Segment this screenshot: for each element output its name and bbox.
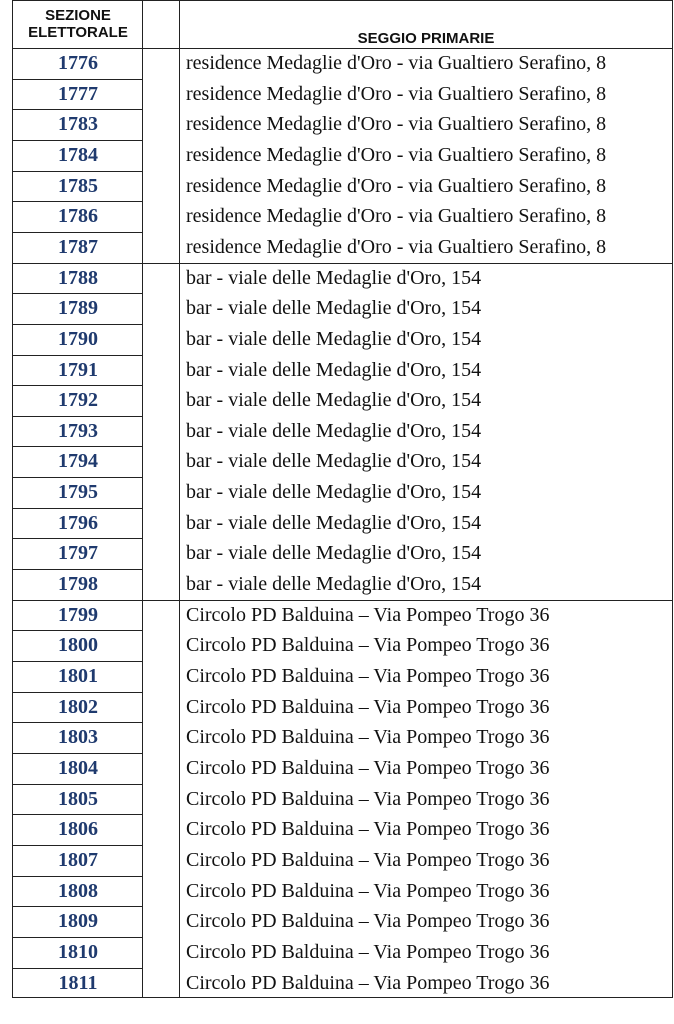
sezione-number: 1811	[58, 971, 98, 994]
seggio-address: bar - viale delle Medaglie d'Oro, 154	[186, 266, 482, 289]
sezione-number: 1795	[58, 481, 98, 504]
table-row	[13, 815, 672, 846]
table-row	[13, 202, 672, 233]
sezione-number: 1786	[58, 205, 98, 228]
sezione-number: 1799	[58, 603, 98, 626]
seggio-address: Circolo PD Balduina – Via Pompeo Trogo 36	[186, 726, 550, 749]
sezione-number: 1793	[58, 419, 98, 442]
table-row	[13, 141, 672, 172]
header-line: SEZIONE	[45, 7, 111, 24]
seggio-address: bar - viale delle Medaglie d'Oro, 154	[186, 573, 482, 596]
sezione-number: 1789	[58, 297, 98, 320]
table-row	[13, 631, 672, 662]
seggio-address: Circolo PD Balduina – Via Pompeo Trogo 36	[186, 603, 550, 626]
seggio-address: bar - viale delle Medaglie d'Oro, 154	[186, 450, 482, 473]
table-row	[13, 356, 672, 387]
sezione-number: 1797	[58, 542, 98, 565]
table-row	[13, 877, 672, 908]
seggio-address: Circolo PD Balduina – Via Pompeo Trogo 36	[186, 848, 550, 871]
sezione-number: 1796	[58, 511, 98, 534]
table-row	[13, 110, 672, 141]
seggio-address: bar - viale delle Medaglie d'Oro, 154	[186, 511, 482, 534]
seggio-address: Circolo PD Balduina – Via Pompeo Trogo 36	[186, 940, 550, 963]
table-row	[13, 386, 672, 417]
sezione-number: 1802	[58, 695, 98, 718]
sezione-number: 1784	[58, 143, 98, 166]
table-row	[13, 693, 672, 724]
sezione-number: 1787	[58, 235, 98, 258]
seggio-address: bar - viale delle Medaglie d'Oro, 154	[186, 542, 482, 565]
seggio-address: bar - viale delle Medaglie d'Oro, 154	[186, 297, 482, 320]
table-row	[13, 785, 672, 816]
seggio-address: Circolo PD Balduina – Via Pompeo Trogo 36	[186, 756, 550, 779]
sezione-number: 1803	[58, 726, 98, 749]
table-row	[13, 172, 672, 203]
table-row	[13, 846, 672, 877]
seggio-address: Circolo PD Balduina – Via Pompeo Trogo 36	[186, 787, 550, 810]
sezione-number: 1788	[58, 266, 98, 289]
table-row	[13, 325, 672, 356]
sezione-number: 1809	[58, 910, 98, 933]
table-row	[13, 601, 672, 632]
sezione-number: 1777	[58, 82, 98, 105]
sezione-number: 1790	[58, 327, 98, 350]
sezione-number: 1785	[58, 174, 98, 197]
seggio-address: residence Medaglie d'Oro - via Gualtiero Serafino, 8	[186, 174, 607, 197]
table-row	[13, 754, 672, 785]
sezione-number: 1783	[58, 113, 98, 136]
seggio-address: residence Medaglie d'Oro - via Gualtiero Serafino, 8	[186, 205, 607, 228]
table-row	[13, 49, 672, 80]
sezione-number: 1791	[58, 358, 98, 381]
header-line: ELETTORALE	[28, 24, 128, 41]
seggio-address: bar - viale delle Medaglie d'Oro, 154	[186, 389, 482, 412]
header-seggio-primarie: SEGGIO PRIMARIE	[357, 30, 495, 47]
seggio-address: Circolo PD Balduina – Via Pompeo Trogo 36	[186, 971, 550, 994]
table-row	[13, 417, 672, 448]
header-sezione-elettorale	[13, 7, 143, 41]
table-row	[13, 969, 672, 1000]
table-row	[13, 264, 672, 295]
table-row	[13, 723, 672, 754]
sections-table	[12, 0, 673, 998]
seggio-address: residence Medaglie d'Oro - via Gualtiero Serafino, 8	[186, 113, 607, 136]
seggio-address: Circolo PD Balduina – Via Pompeo Trogo 36	[186, 818, 550, 841]
seggio-address: Circolo PD Balduina – Via Pompeo Trogo 36	[186, 634, 550, 657]
sezione-number: 1806	[58, 818, 98, 841]
sezione-number: 1807	[58, 848, 98, 871]
seggio-address: Circolo PD Balduina – Via Pompeo Trogo 36	[186, 695, 550, 718]
seggio-address: Circolo PD Balduina – Via Pompeo Trogo 36	[186, 910, 550, 933]
seggio-address: Circolo PD Balduina – Via Pompeo Trogo 36	[186, 879, 550, 902]
sezione-number: 1804	[58, 756, 98, 779]
sezione-number: 1794	[58, 450, 98, 473]
seggio-address: bar - viale delle Medaglie d'Oro, 154	[186, 419, 482, 442]
seggio-address: residence Medaglie d'Oro - via Gualtiero Serafino, 8	[186, 235, 607, 258]
table-row	[13, 509, 672, 540]
table-row	[13, 233, 672, 264]
table-row	[13, 570, 672, 601]
table-row	[13, 938, 672, 969]
sezione-number: 1776	[58, 52, 98, 74]
sezione-number: 1792	[58, 389, 98, 412]
table-row	[13, 478, 672, 509]
seggio-address: bar - viale delle Medaglie d'Oro, 154	[186, 327, 482, 350]
sezione-number: 1810	[58, 940, 98, 963]
table-row	[13, 294, 672, 325]
sezione-number: 1805	[58, 787, 98, 810]
table-row	[13, 662, 672, 693]
sezione-number: 1800	[58, 634, 98, 657]
seggio-address: Circolo PD Balduina – Via Pompeo Trogo 36	[186, 665, 550, 687]
table-row	[13, 80, 672, 111]
sezione-number: 1798	[58, 573, 98, 596]
table-row	[13, 447, 672, 478]
table-row	[13, 907, 672, 938]
seggio-address: residence Medaglie d'Oro - via Gualtiero Serafino, 8	[186, 82, 607, 105]
seggio-address: residence Medaglie d'Oro - via Gualtiero Serafino, 8	[186, 52, 607, 74]
table-row	[13, 539, 672, 570]
sezione-number: 1808	[58, 879, 98, 902]
seggio-address: bar - viale delle Medaglie d'Oro, 154	[186, 358, 482, 381]
seggio-address: residence Medaglie d'Oro - via Gualtiero Serafino, 8	[186, 143, 607, 166]
seggio-address: bar - viale delle Medaglie d'Oro, 154	[186, 481, 482, 504]
sezione-number: 1801	[58, 665, 98, 687]
